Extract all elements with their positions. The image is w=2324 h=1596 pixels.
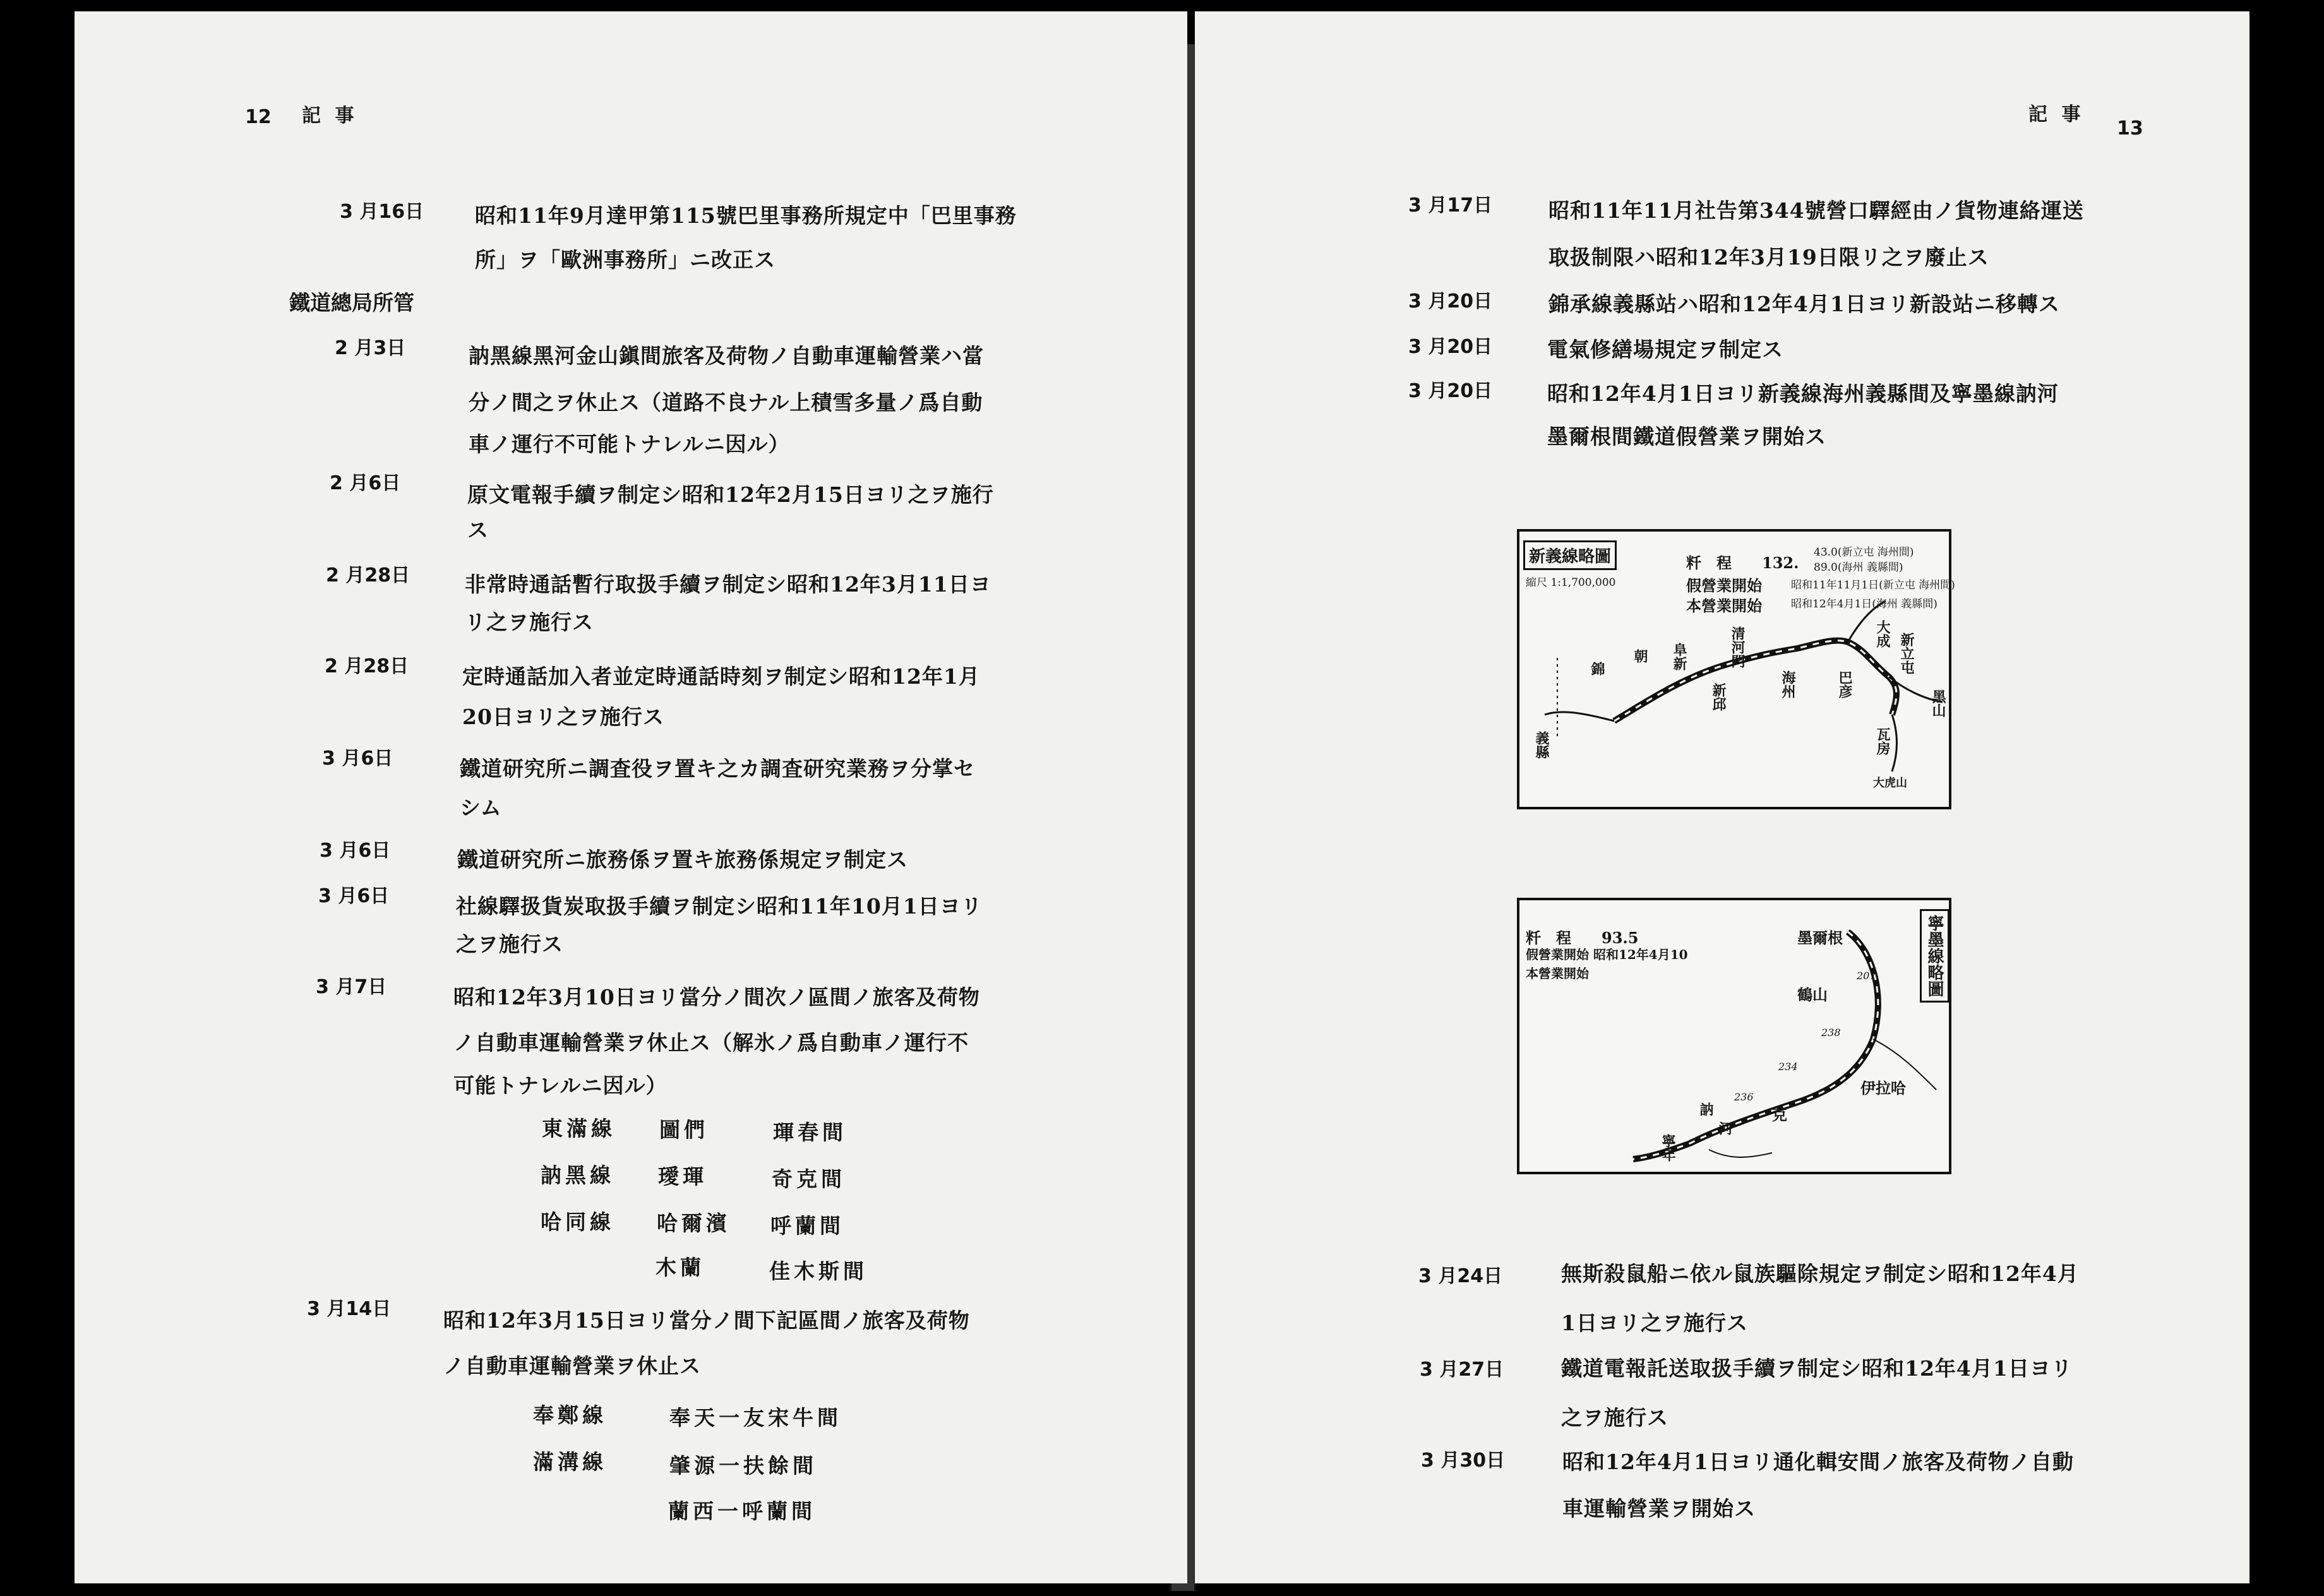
entry-text-line: 所」ヲ「歐洲事務所」ニ改正ス <box>475 247 776 272</box>
route-section: 肇源一扶餘間 <box>669 1453 817 1478</box>
route-line-name: 奉鄭線 <box>533 1403 607 1427</box>
map-station: 清河門 <box>1729 626 1746 668</box>
route-from: 木蘭 <box>656 1255 705 1280</box>
map-station: 海州 <box>1780 670 1796 698</box>
route-line-name: 哈同線 <box>541 1210 614 1234</box>
route-line-name: 東滿線 <box>542 1116 616 1141</box>
entry-date: 3 月7日 <box>316 976 387 998</box>
entry-text-line: 定時通話加入者並定時通話時刻ヲ制定シ昭和12年1月 <box>462 664 980 689</box>
route-from: 璦琿 <box>658 1164 707 1189</box>
entry-text-line: 原文電報手續ヲ制定シ昭和12年2月15日ヨリ之ヲ施行 <box>467 482 994 507</box>
entry-date: 3 月6日 <box>320 840 391 862</box>
entry-text-line: 社線驛扱貨炭取扱手續ヲ制定シ昭和11年10月1日ヨリ <box>456 894 983 919</box>
ningmo-line-map <box>1517 898 1951 1174</box>
entry-text-line: 之ヲ施行ス <box>456 932 563 956</box>
map-station: 瓦房 <box>1874 727 1891 755</box>
entry-text-line: 昭和12年4月1日ヨリ通化輯安間ノ旅客及荷物ノ自動 <box>1562 1450 2074 1474</box>
map-km-mark: 234 <box>1778 1061 1798 1073</box>
map-note: 昭和12年4月1日(海州 義縣間) <box>1791 598 1938 610</box>
entry-text-line: 昭和12年3月10日ヨリ當分ノ間次ノ區間ノ旅客及荷物 <box>453 985 980 1009</box>
map-legend-full: 本營業開始 <box>1526 966 1589 981</box>
entry-text-line: 昭和11年9月達甲第115號巴里事務所規定中「巴里事務 <box>475 203 1017 228</box>
entry-date: 3 月20日 <box>1408 380 1493 402</box>
entry-text-line: 昭和12年4月1日ヨリ新義線海州義縣間及寧墨線訥河 <box>1547 381 2059 406</box>
map-station: 黑山 <box>1930 689 1946 717</box>
entry-text-line: 取扱制限ハ昭和12年3月19日限リ之ヲ廢止ス <box>1548 245 1989 270</box>
page-number: 12 <box>245 106 272 128</box>
entry-date: 2 月6日 <box>330 472 401 494</box>
route-section: 奉天一友宋牛間 <box>669 1405 842 1430</box>
map-title: 寧墨線略圖 <box>1920 909 1950 1003</box>
entry-text-line: 分ノ間之ヲ休止ス（道路不良ナル上積雪多量ノ爲自動 <box>469 390 983 415</box>
page-header: 記 事 <box>2028 104 2085 126</box>
map-legend-provisional: 假營業開始 昭和12年4月10 <box>1526 947 1688 962</box>
map-km-mark: 236 <box>1734 1091 1754 1103</box>
entry-date: 3 月20日 <box>1408 336 1493 358</box>
page-number: 13 <box>2117 117 2143 140</box>
entry-date: 3 月20日 <box>1408 290 1493 313</box>
entry-text-line: ノ自動車運輸營業ヲ休止ス <box>443 1354 701 1378</box>
route-line-name: 訥黑線 <box>541 1163 614 1188</box>
entry-date: 3 月6日 <box>322 747 393 770</box>
route-from: 圖們 <box>659 1117 709 1142</box>
map-station: 朝 <box>1632 649 1648 663</box>
entry-text-line: 車ノ運行不可能トナレルニ因ル） <box>469 432 790 456</box>
route-to: 琿春間 <box>773 1120 847 1145</box>
map-station: 阜新 <box>1671 643 1687 670</box>
entry-date: 2 月28日 <box>326 564 410 587</box>
entry-date: 3 月24日 <box>1418 1265 1503 1287</box>
entry-date: 3 月17日 <box>1408 194 1493 217</box>
route-to: 呼蘭間 <box>770 1213 844 1238</box>
entry-text-line: 昭和11年11月社告第344號營口驛經由ノ貨物連絡運送 <box>1548 198 2084 223</box>
entry-text-line: 無斯殺鼠船ニ依ル鼠族驅除規定ヲ制定シ昭和12年4月 <box>1561 1261 2079 1286</box>
entry-text-line: リ之ヲ施行ス <box>465 610 594 634</box>
map-station: 大虎山 <box>1873 777 1907 790</box>
entry-date: 3 月6日 <box>318 885 390 907</box>
entry-text-line: 20日ヨリ之ヲ施行ス <box>462 705 664 729</box>
map-station: 墨爾根 <box>1797 929 1843 947</box>
entry-text-line: 之ヲ施行ス <box>1561 1405 1668 1430</box>
entry-text-line: 訥黑線黑河金山鎭間旅客及荷物ノ自動車運輸營業ハ當 <box>469 343 984 368</box>
entry-text-line: 鐵道研究所ニ調査役ヲ置キ之カ調査研究業務ヲ分掌セ <box>460 756 975 781</box>
entry-text-line: 可能トナレルニ因ル） <box>453 1073 668 1098</box>
entry-date: 3 月27日 <box>1420 1359 1504 1381</box>
map-km-mark: 238 <box>1821 1027 1841 1039</box>
route-section: 蘭西一呼蘭間 <box>668 1499 816 1523</box>
route-to: 佳木斯間 <box>769 1259 868 1283</box>
entry-text-line: 墨爾根間鐵道假營業ヲ開始ス <box>1547 424 1826 449</box>
entry-text-line: ノ自動車運輸營業ヲ休止ス（解氷ノ爲自動車ノ運行不 <box>453 1030 969 1055</box>
map-note: 89.0(海州 義縣間) <box>1814 561 1903 574</box>
map-station: 大成 <box>1874 620 1891 648</box>
entry-text-line: 昭和12年3月15日ヨリ當分ノ間下記區間ノ旅客及荷物 <box>443 1308 970 1333</box>
map-legend-provisional: 假營業開始 <box>1686 576 1762 595</box>
map-legend-distance: 粁 程 93.5 <box>1526 929 1639 947</box>
map-title: 新義線略圖 <box>1523 540 1617 570</box>
map-station: 錦 <box>1589 662 1605 676</box>
entry-text-line: 電氣修繕場規定ヲ制定ス <box>1547 337 1783 362</box>
map-legend-distance: 粁 程 132. <box>1686 554 1799 572</box>
map-note: 昭和11年11月1日(新立屯 海州間) <box>1791 579 1955 592</box>
entry-text-line: 車運輸營業ヲ開始ス <box>1562 1496 1756 1521</box>
entry-text-line: 鐵道電報託送取扱手續ヲ制定シ昭和12年4月1日ヨリ <box>1561 1356 2073 1381</box>
page-header: 記 事 <box>302 105 358 127</box>
entry-text-line: ス <box>467 518 489 542</box>
map-station: 鶴山 <box>1797 986 1828 1004</box>
map-station: 伊拉哈 <box>1860 1079 1906 1097</box>
route-from: 哈爾濱 <box>657 1211 731 1236</box>
entry-text-line: 1日ヨリ之ヲ施行ス <box>1561 1311 1748 1335</box>
entry-text-line: 非常時通話暫行取扱手續ヲ制定シ昭和12年3月11日ヨ <box>465 572 991 597</box>
map-station: 巴彦 <box>1836 670 1853 698</box>
map-km-mark: 207 <box>1857 970 1876 982</box>
entry-date: 2 月28日 <box>325 655 409 677</box>
left-page <box>75 11 1187 1583</box>
route-to: 奇克間 <box>772 1167 846 1191</box>
map-station: 義縣 <box>1533 731 1550 759</box>
map-station: 克 <box>1772 1105 1787 1124</box>
entry-text-line: 錦承線義縣站ハ昭和12年4月1日ヨリ新設站ニ移轉ス <box>1548 292 2060 316</box>
entry-date: 3 月30日 <box>1421 1450 1506 1472</box>
section-title: 鐵道總局所管 <box>289 290 414 315</box>
entry-date: 2 月3日 <box>335 337 406 359</box>
map-legend-full: 本營業開始 <box>1686 597 1762 615</box>
map-station: 新邱 <box>1710 683 1727 711</box>
map-note: 43.0(新立屯 海州間) <box>1814 546 1914 559</box>
entry-text-line: 鐵道研究所ニ旅務係ヲ置キ旅務係規定ヲ制定ス <box>457 847 908 872</box>
shinyi-line-map <box>1517 529 1955 809</box>
map-station: 寧年 <box>1660 1134 1676 1162</box>
map-station: 訥 <box>1698 1102 1714 1116</box>
route-line-name: 滿溝線 <box>533 1450 607 1474</box>
map-scale: 縮尺 1:1,700,000 <box>1526 576 1616 589</box>
right-page <box>1195 11 2249 1583</box>
entry-text-line: シム <box>460 795 502 820</box>
entry-date: 3 月16日 <box>340 201 424 223</box>
map-station: 新立屯 <box>1898 633 1915 674</box>
map-station: 河 <box>1716 1121 1733 1135</box>
entry-date: 3 月14日 <box>307 1298 392 1320</box>
